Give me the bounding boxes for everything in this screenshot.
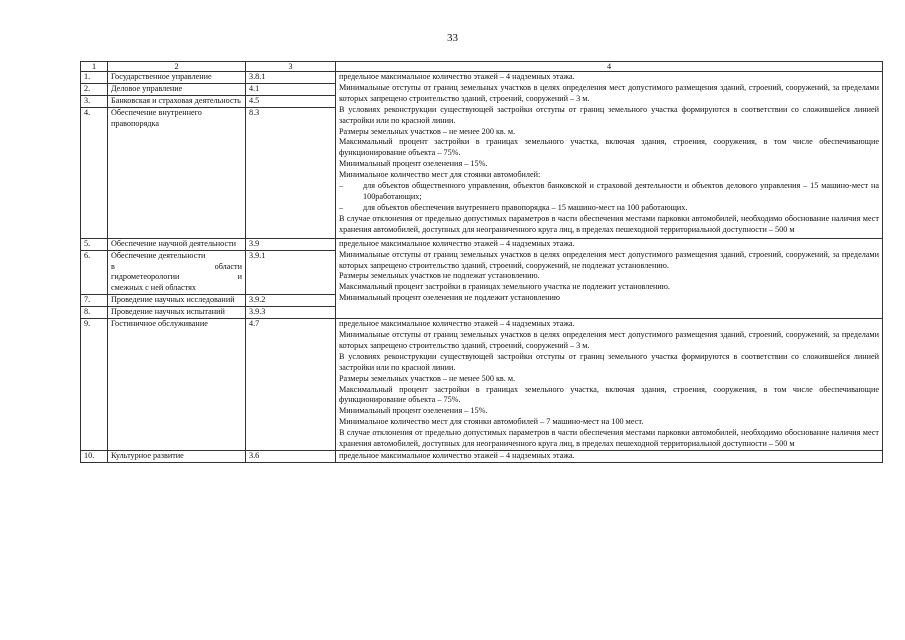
- row-number: 8.: [81, 307, 108, 319]
- parameter-text: для объектов общественного управления, объектов банковской и страховой деятельности и объектов делового управления – 15 машино-мест на 100работающих;: [363, 181, 879, 201]
- row-number: 6.: [81, 250, 108, 295]
- parameter-text: для объектов обеспечения внутреннего правопорядка – 15 машино-мест на 100 работающих.: [363, 202, 688, 212]
- dash-list-item: [339, 203, 879, 214]
- use-name: Проведение научных исследований: [108, 295, 246, 307]
- dash-marker: –: [339, 202, 344, 212]
- parameters-cell: [336, 319, 883, 451]
- parameter-text: Минимальные отступы от границ земельных участков в целях определения мест допустимого размещения зданий, строений, сооружений, за пределами которых запрещено строительство зданий, строений, сооружений – 3 м.: [339, 82, 879, 103]
- parameter-text: предельное максимальное количество этажей – 4 надземных этажа.: [339, 72, 575, 81]
- parameters-cell: [336, 72, 883, 239]
- column-header-3: 3: [246, 62, 336, 72]
- parameter-text: Минимальный процент озеленения – 15%.: [339, 406, 488, 416]
- use-code: 3.9.2: [246, 295, 336, 307]
- use-code: 3.9.1: [246, 250, 336, 295]
- parameter-text: предельное максимальное количество этажей – 4 надземных этажа.: [339, 238, 575, 248]
- parameter-text: В случае отклонения от предельно допустимых параметров в части обеспечения местами парковки автомобилей, необходимо обоснование наличия мест хранения автомобилей, доступных для неограниченного круга лиц, в пределах пешеходной территориальной доступности – 500 м: [339, 428, 879, 449]
- use-name-line: [111, 283, 242, 294]
- parameter-text: Размеры земельных участков – не менее 200 кв. м.: [339, 126, 516, 136]
- parameter-text: Минимальные отступы от границ земельных участков в целях определения мест допустимого размещения зданий, строений, сооружений, за пределами которых запрещено строительство зданий, строений, сооружений – 3 м.: [339, 329, 879, 350]
- row-number: 10.: [81, 450, 108, 462]
- use-code: 3.8.1: [246, 72, 336, 84]
- use-name: Обеспечение внутреннего правопорядка: [108, 107, 246, 238]
- table-row: [81, 238, 883, 250]
- parameter-text: Минимальное количество мест для стоянки автомобилей:: [339, 170, 541, 180]
- column-header-2: 2: [108, 62, 246, 72]
- parameter-text: Максимальный процент застройки в границах земельного участка, включая здания, строения, сооружения, в том числе обеспечивающие функционирование объекта – 75%.: [339, 384, 879, 405]
- parameter-text: Минимальный процент озеленения – 15%.: [339, 159, 488, 169]
- row-number: 1.: [81, 72, 108, 84]
- parameters-cell: [336, 450, 883, 462]
- use-code: 4.7: [246, 319, 336, 451]
- row-number: 7.: [81, 295, 108, 307]
- use-name: Гостиничное обслуживание: [108, 319, 246, 451]
- parameter-text: Минимальный процент озеленения не подлежит установлению: [339, 293, 560, 303]
- table-row: [81, 319, 883, 451]
- regulations-table: [80, 61, 883, 463]
- parameter-text: Размеры земельных участков – не менее 500 кв. м.: [339, 373, 516, 383]
- column-header-4: 4: [336, 62, 883, 72]
- table-header-row: [81, 62, 883, 72]
- dash-list-item: [339, 181, 879, 203]
- page-number: 33: [447, 32, 458, 44]
- use-name-line: [111, 251, 242, 262]
- use-name-part: смежных с ней областях: [111, 283, 196, 293]
- parameters-cell: [336, 238, 883, 318]
- parameter-text: предельное максимальное количество этажей – 4 надземных этажа.: [339, 450, 575, 460]
- parameter-text: Минимальные отступы от границ земельных участков в целях определения мест допустимого размещения зданий, строений, сооружений, за пределами которых запрещено строительство зданий, строений, сооружений, не подлежат установлению.: [339, 249, 879, 270]
- parameter-text: Размеры земельных участков не подлежат установлению.: [339, 271, 540, 281]
- use-name-part: и: [237, 272, 242, 282]
- parameter-text: В условиях реконструкции существующей застройки отступы от границ земельного участка формируются в соответствии со сложившейся линией застройки или по красной линии.: [339, 351, 879, 372]
- parameter-text: предельное максимальное количество этажей – 4 надземных этажа.: [339, 319, 575, 329]
- use-code: 4.5: [246, 95, 336, 107]
- column-header-1: 1: [81, 62, 108, 72]
- use-name-part: гидрометеорологии: [111, 272, 180, 282]
- parameter-text: Максимальный процент застройки в границах земельного участка не подлежит установлению.: [339, 282, 670, 292]
- use-name: Проведение научных испытаний: [108, 307, 246, 319]
- use-code: 3.6: [246, 450, 336, 462]
- use-name-line: [111, 262, 242, 273]
- table-row: [81, 450, 883, 462]
- use-code: 3.9: [246, 238, 336, 250]
- use-code: 3.9.3: [246, 307, 336, 319]
- use-name-part: в: [111, 261, 115, 271]
- row-number: 5.: [81, 238, 108, 250]
- parameter-text: В случае отклонения от предельно допустимых параметров в части обеспечения местами парковки автомобилей, необходимо обоснование наличия мест хранения автомобилей, доступных для неограниченного круга лиц, в пределах пешеходной территориальной доступности – 500 м: [339, 213, 879, 234]
- use-name-part: Обеспечение деятельности: [111, 250, 206, 260]
- use-code: 8.3: [246, 107, 336, 238]
- use-name: [108, 250, 246, 295]
- parameter-text: В условиях реконструкции существующей застройки отступы от границ земельного участка формируются в соответствии со сложившейся линией застройки или по красной линии.: [339, 104, 879, 125]
- use-code: 4.1: [246, 83, 336, 95]
- row-number: 3.: [81, 95, 108, 107]
- row-number: 9.: [81, 319, 108, 451]
- parameter-text: Максимальный процент застройки в границах земельного участка, включая здания, строения, сооружения, в том числе обеспечивающие функционирование объекта – 75%.: [339, 137, 879, 158]
- use-name: Обеспечение научной деятельности: [108, 238, 246, 250]
- use-name-part: области: [214, 261, 242, 271]
- use-name: Деловое управление: [108, 83, 246, 95]
- use-name-line: [111, 272, 242, 283]
- table-row: [81, 72, 883, 84]
- use-name: Культурное развитие: [108, 450, 246, 462]
- use-name: Государственное управление: [108, 72, 246, 84]
- row-number: 2.: [81, 83, 108, 95]
- use-name: Банковская и страховая деятельность: [108, 95, 246, 107]
- parameter-text: Минимальное количество мест для стоянки автомобилей – 7 машино-мест на 100 мест.: [339, 417, 644, 427]
- row-number: 4.: [81, 107, 108, 238]
- dash-marker: –: [339, 181, 344, 191]
